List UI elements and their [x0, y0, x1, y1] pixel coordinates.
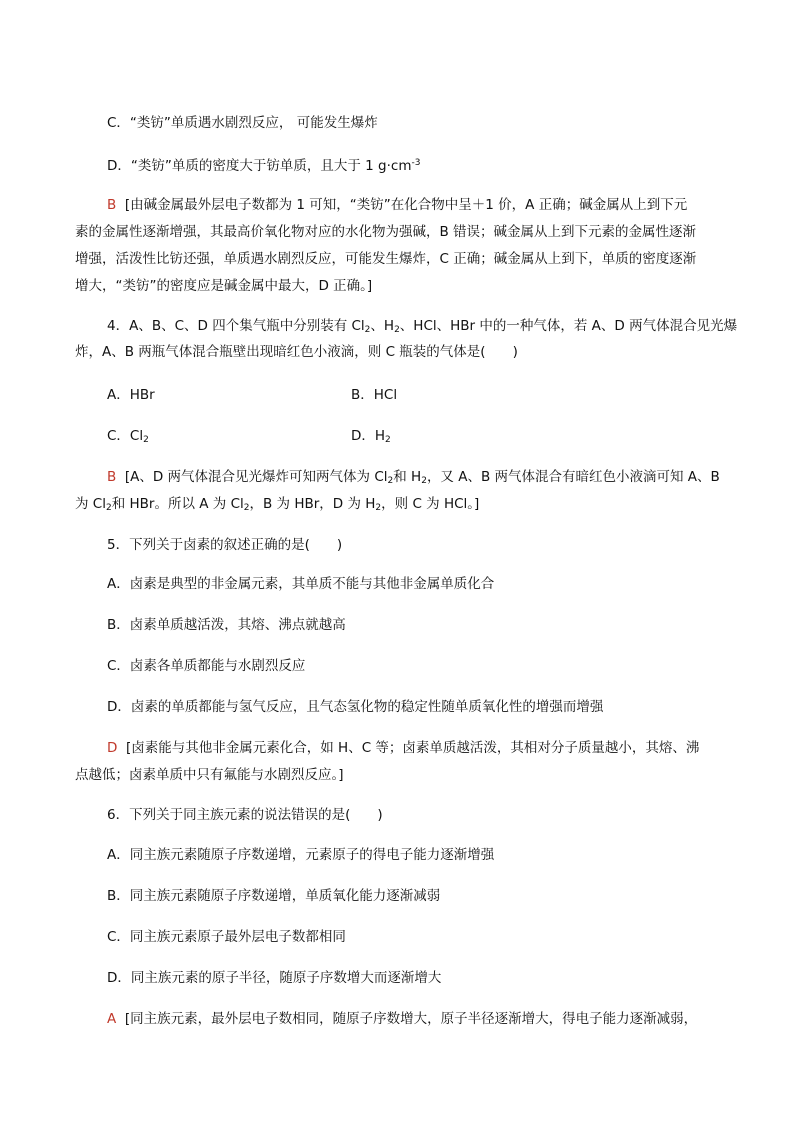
q5-option-c: C．卤素各单质都能与水剧烈反应	[107, 658, 306, 674]
q5-option-d: D．卤素的单质都能与氢气反应，且气态氢化物的稳定性随单质氧化性的增强而增强	[107, 699, 604, 715]
q5-stem: 5．下列关于卤素的叙述正确的是( )	[107, 537, 343, 553]
q4-exp-part: 和 H	[393, 469, 422, 485]
subscript: 2	[143, 435, 149, 445]
q4-stem-line-2: 炸，A、B 两瓶气体混合瓶壁出现暗红色小液滴，则 C 瓶装的气体是( )	[75, 344, 518, 360]
q4-option-c-text: C．Cl	[107, 428, 144, 444]
q4-option-d	[351, 426, 391, 450]
q5-explanation-text: [卤素能与其他非金属元素化合，如 H、C 等；卤素单质越活泼，其相对分子质量越小，其熔、沸	[126, 740, 700, 756]
q4-exp-part: ，B 为 HBr，D 为 H	[249, 496, 376, 512]
q6-explanation-text: [同主族元素，最外层电子数相同，随原子序数增大，原子半径逐渐增大，得电子能力逐渐减弱，	[124, 1011, 698, 1027]
subscript: 2	[364, 325, 371, 335]
q4-stem-part: 4．A、B、C、D 四个集气瓶中分别装有 Cl	[107, 318, 365, 334]
q3-option-d	[107, 153, 420, 176]
q4-answer-letter: B	[107, 469, 117, 485]
q4-explanation-line-1	[107, 467, 720, 491]
q4-option-c	[107, 428, 149, 444]
q4-exp-part: 和 HBr。所以 A 为 Cl	[111, 496, 244, 512]
q3-explanation-line-4: 增大，“类钫”的密度应是碱金属中最大，D 正确。]	[75, 278, 373, 294]
q4-stem-part: 、H	[370, 318, 395, 334]
q6-option-b: B．同主族元素随原子序数递增，单质氧化能力逐渐减弱	[107, 888, 441, 904]
q4-option-d-text: D．H	[351, 428, 386, 444]
q3-option-d-text: D．“类钫”单质的密度大于钫单质，且大于 1 g·cm	[107, 158, 412, 174]
subscript: 2	[394, 325, 400, 335]
q4-exp-part: ，则 C 为 HCl。]	[381, 496, 480, 512]
q4-exp-part: ，又 A、B 两气体混合有暗红色小液滴可知 A、B	[426, 469, 720, 485]
q4-options-row-1	[107, 385, 507, 405]
q5-option-a: A．卤素是典型的非金属元素，其单质不能与其他非金属单质化合	[107, 576, 495, 592]
q4-option-b: B．HCl	[351, 387, 398, 403]
subscript: 2	[243, 503, 250, 513]
q4-exp-part: 为 Cl	[75, 496, 106, 512]
q3-option-c: C．“类钫”单质遇水剧烈反应， 可能发生爆炸	[107, 115, 378, 131]
q6-option-d: D．同主族元素的原子半径，随原子序数增大而逐渐增大	[107, 970, 442, 986]
q4-stem-part: 、HCl、HBr 中的一种气体，若 A、D 两气体混合见光爆	[399, 318, 738, 334]
q4-exp-part: [A、D 两气体混合见光爆炸可知两气体为 Cl	[124, 469, 388, 485]
q4-explanation-line-2	[75, 494, 479, 518]
q6-answer-letter: A	[107, 1011, 117, 1027]
q3-explanation-text: [由碱金属最外层电子数都为 1 可知，“类钫”在化合物中呈＋1 价，A 正确；碱金属从上到下元	[124, 197, 688, 213]
q5-explanation-line-2: 点越低；卤素单质中只有氟能与水剧烈反应。]	[75, 767, 344, 783]
q3-explanation-line-1	[107, 195, 687, 215]
q3-explanation-line-2: 素的金属性逐渐增强，其最高价氧化物对应的水化物为强碱，B 错误；碱金属从上到下元素的金属性逐渐	[75, 224, 697, 240]
subscript: 2	[421, 476, 427, 486]
subscript: 2	[375, 503, 382, 513]
q5-explanation-line-1	[107, 738, 699, 758]
q4-stem-line-1	[107, 316, 737, 340]
subscript: 2	[105, 503, 112, 513]
q6-stem: 6．下列关于同主族元素的说法错误的是( )	[107, 807, 383, 823]
q4-option-a: A．HBr	[107, 387, 155, 403]
q6-option-c: C．同主族元素原子最外层电子数都相同	[107, 929, 346, 945]
q6-option-a: A．同主族元素随原子序数递增，元素原子的得电子能力逐渐增强	[107, 847, 495, 863]
q3-explanation-line-3: 增强，活泼性比钫还强，单质遇水剧烈反应，可能发生爆炸，C 正确；碱金属从上到下，单质的密度逐渐	[75, 251, 697, 267]
q5-option-b: B．卤素单质越活泼，其熔、沸点就越高	[107, 617, 346, 633]
q3-option-d-exponent: -3	[411, 158, 421, 168]
subscript: 2	[387, 476, 394, 486]
q6-explanation-line-1	[107, 1009, 697, 1029]
q5-answer-letter: D	[107, 740, 118, 756]
subscript: 2	[385, 435, 391, 445]
q3-answer-letter: B	[107, 197, 117, 213]
q4-options-row-2	[107, 426, 507, 450]
